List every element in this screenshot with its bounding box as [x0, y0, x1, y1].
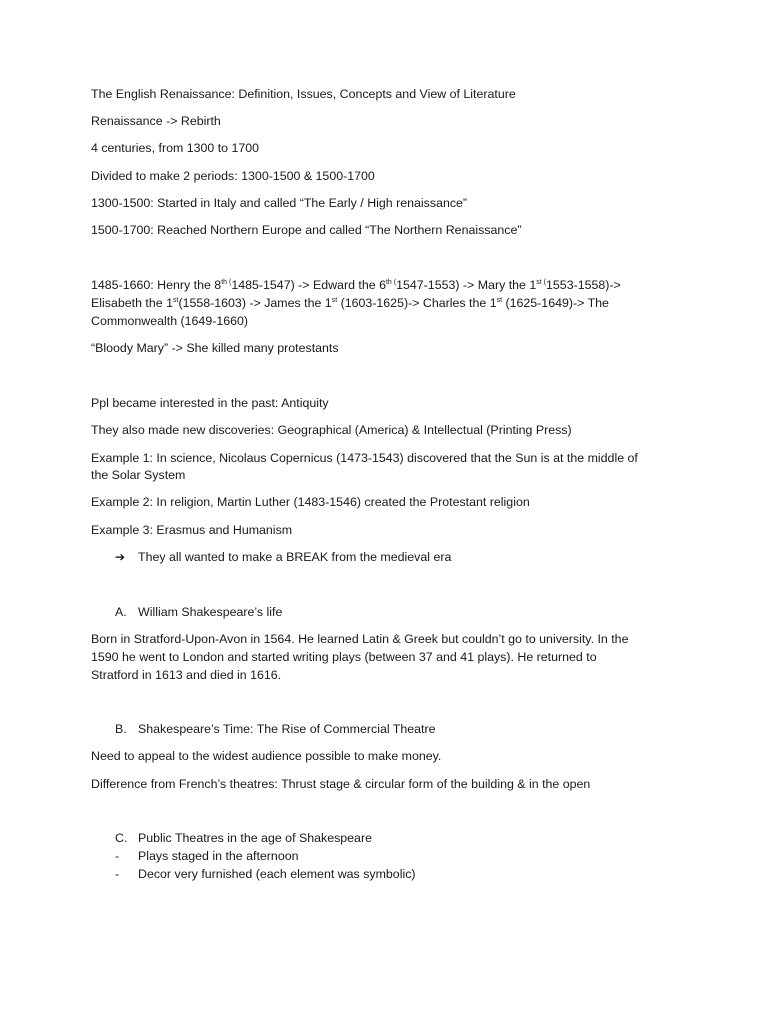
section-marker: C. — [115, 831, 128, 845]
monarchs-text: 1485-1547) -> Edward the 6 — [231, 278, 386, 292]
monarchs-text: 1547-1553) -> Mary the 1 — [396, 278, 537, 292]
list-item-text: Decor very furnished (each element was symbolic) — [138, 867, 416, 881]
monarchs-line-3: Commonwealth (1649-1660) — [91, 314, 249, 328]
arrow-right-icon: ➔ — [115, 550, 126, 564]
dash-marker: - — [115, 867, 120, 881]
intro-line-1: Renaissance -> Rebirth — [91, 114, 221, 128]
superscript: st — [496, 297, 503, 304]
section-b-line-2: Difference from French’s theatres: Thrust stage & circular form of the building & in the open — [91, 777, 591, 791]
section-b-line-1: Need to appeal to the widest audience possible to make money. — [91, 749, 442, 763]
superscript: th ( — [385, 279, 397, 286]
monarchs-text: 1553-1558)-> — [546, 278, 621, 292]
example-2-line: Example 2: In religion, Martin Luther (1483-1546) created the Protestant religion — [91, 495, 530, 509]
monarchs-text: 1485-1660: Henry the 8 — [91, 278, 222, 292]
example-1-line-2: the Solar System — [91, 468, 186, 482]
section-a-line-1: Born in Stratford-Upon-Avon in 1564. He learned Latin & Greek but couldn’t go to university. In the — [91, 632, 629, 646]
monarchs-text: (1558-1603) -> James the 1 — [178, 296, 332, 310]
intro-line-4: 1300-1500: Started in Italy and called “The Early / High renaissance” — [91, 196, 468, 210]
antiquity-line: Ppl became interested in the past: Antiquity — [91, 396, 329, 410]
section-a-line-2: 1590 he went to London and started writing plays (between 37 and 41 plays). He returned to — [91, 650, 597, 664]
conclusion-text: They all wanted to make a BREAK from the medieval era — [138, 550, 452, 564]
intro-line-3: Divided to make 2 periods: 1300-1500 & 1500-1700 — [91, 169, 375, 183]
superscript: st — [331, 297, 338, 304]
monarchs-line-1 — [91, 277, 621, 294]
example-1-line-1: Example 1: In science, Nicolaus Copernicus (1473-1543) discovered that the Sun is at the middle of — [91, 451, 638, 465]
superscript: th ( — [221, 279, 232, 286]
section-heading-text: Shakespeare’s Time: The Rise of Commercial Theatre — [138, 722, 436, 736]
bloody-mary-line: “Bloody Mary” -> She killed many protestants — [91, 341, 339, 355]
monarchs-text: (1625-1649)-> The — [502, 296, 609, 310]
section-heading-text: William Shakespeare’s life — [138, 605, 283, 619]
example-3-line: Example 3: Erasmus and Humanism — [91, 523, 293, 537]
section-marker: A. — [115, 605, 127, 619]
superscript: st — [172, 297, 179, 304]
section-heading-text: Public Theatres in the age of Shakespeare — [138, 831, 372, 845]
discoveries-line: They also made new discoveries: Geographical (America) & Intellectual (Printing Press) — [91, 423, 572, 437]
list-item-text: Plays staged in the afternoon — [138, 849, 299, 863]
section-a-line-3: Stratford in 1613 and died in 1616. — [91, 668, 282, 682]
monarchs-line-2 — [91, 295, 609, 312]
section-marker: B. — [115, 722, 127, 736]
monarchs-text: (1603-1625)-> Charles the 1 — [337, 296, 497, 310]
document-title: The English Renaissance: Definition, Issues, Concepts and View of Literature — [91, 87, 516, 101]
intro-line-2: 4 centuries, from 1300 to 1700 — [91, 141, 260, 155]
intro-line-5: 1500-1700: Reached Northern Europe and called “The Northern Renaissance” — [91, 223, 522, 237]
monarchs-text: Elisabeth the 1 — [91, 296, 173, 310]
superscript: st ( — [536, 279, 547, 286]
dash-marker: - — [115, 849, 120, 863]
